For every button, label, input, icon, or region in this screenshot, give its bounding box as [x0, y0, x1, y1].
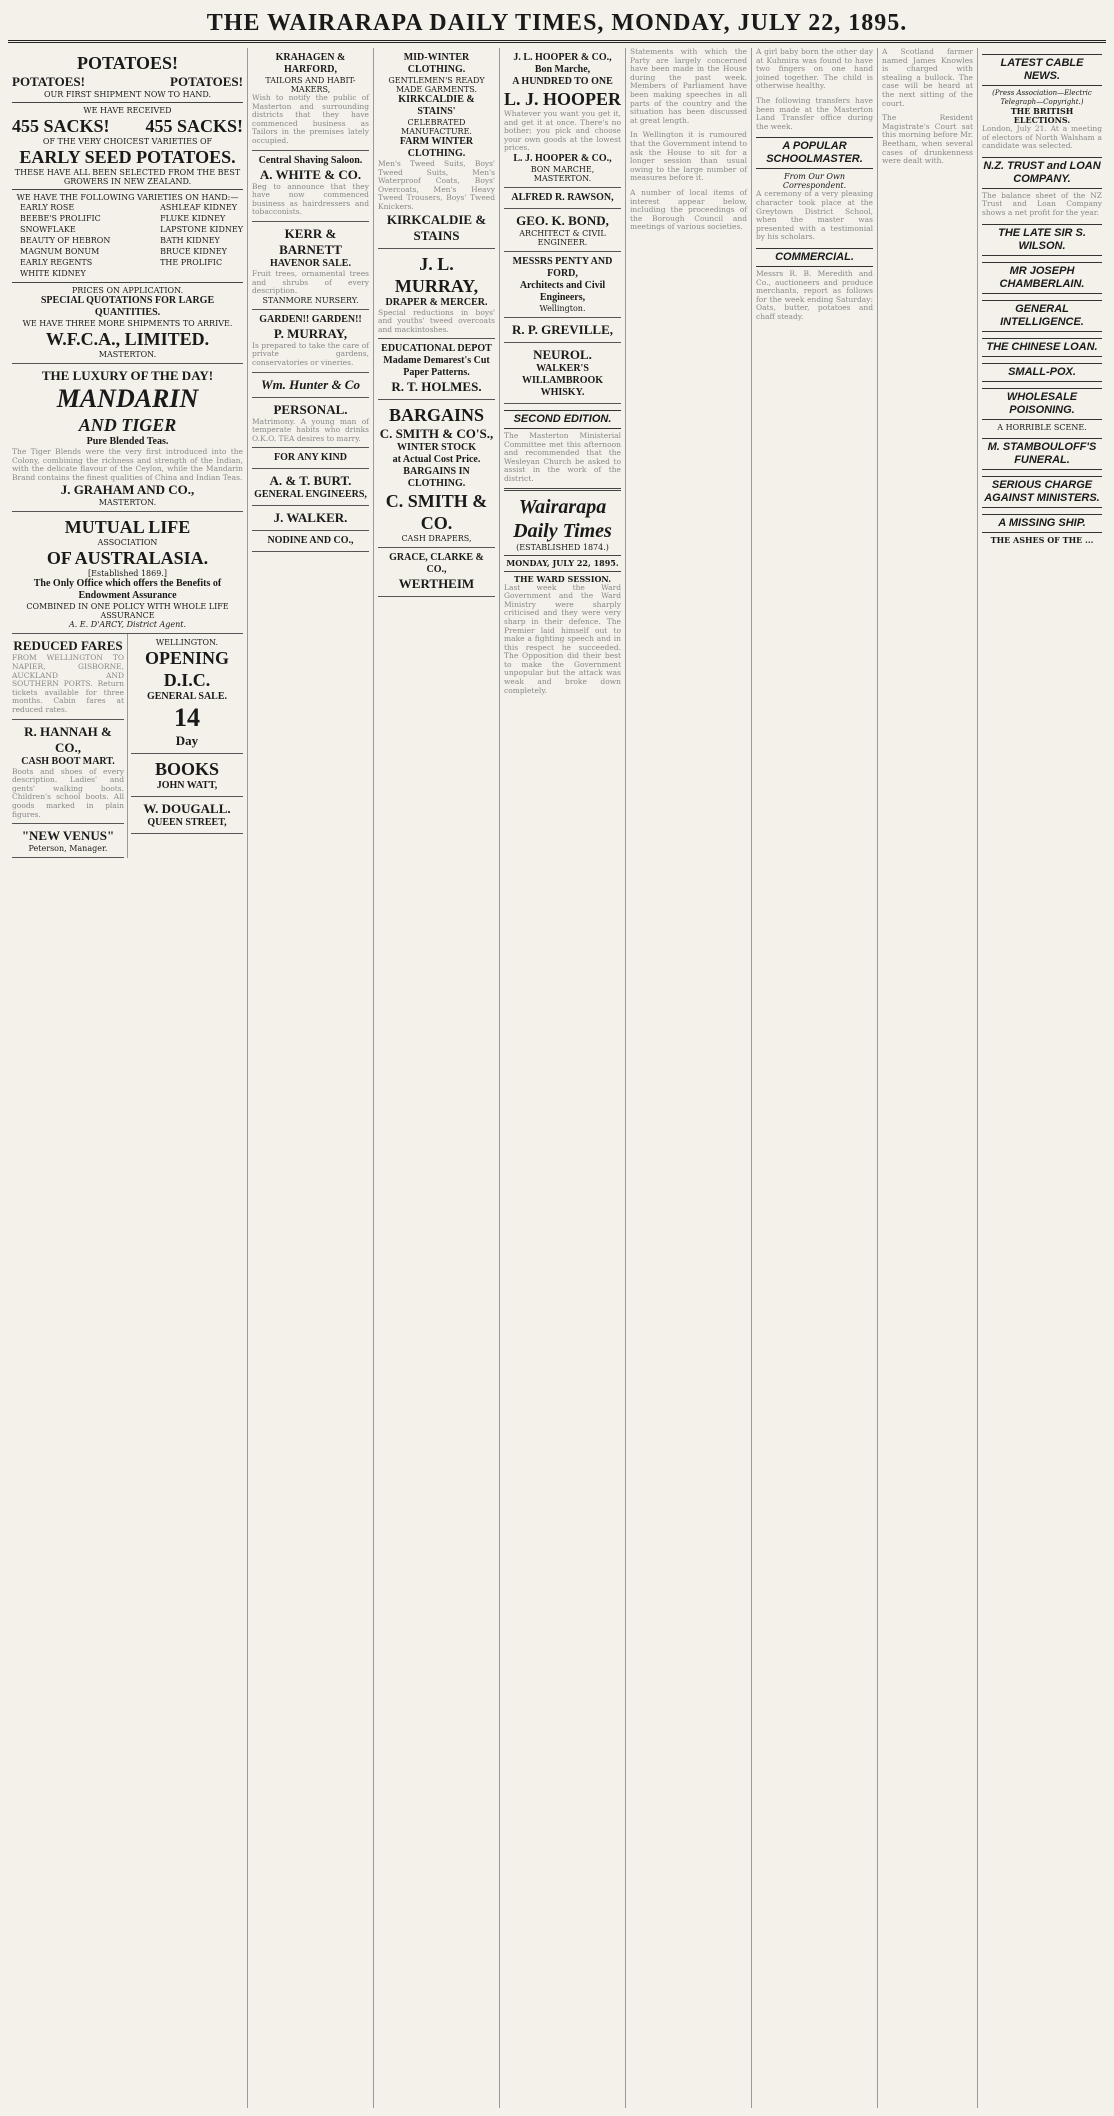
more-shipments: WE HAVE THREE MORE SHIPMENTS TO ARRIVE.: [22, 319, 233, 328]
variety: THE PROLIFIC: [160, 258, 223, 267]
personal-ad: PERSONAL. Matrimony. A young man of temperate habits who drinks O.K.O. TEA desires to marry.: [252, 398, 369, 449]
personal: PERSONAL.: [273, 401, 348, 417]
hannah-ad: R. HANNAH & CO., CASH BOOT MART. Boots and shoes of every description. Ladies' and gents' walking boots. Children's school boots. All goods marked in plain figures.: [12, 720, 124, 825]
agent: A. E. D'ARCY, District Agent.: [68, 620, 187, 630]
potatoes-ad: [12, 48, 243, 364]
mutual-life-ad: [12, 512, 243, 634]
central-saloon: Central Shaving Saloon.: [258, 154, 363, 166]
for-any-kind: FOR ANY KIND: [274, 452, 347, 464]
architects: Architects and Civil Engineers,: [519, 279, 606, 303]
late-wilson: THE LATE SIR S. WILSON.: [982, 224, 1102, 256]
nodine-ad: [252, 531, 369, 552]
prices: PRICES ON APPLICATION.: [71, 286, 184, 295]
kerr-barnett-ad: KERR & BARNETT HAVENOR SALE. Fruit trees, ornamental trees and shrubs of every description. STANMORE NURSERY.: [252, 222, 369, 310]
varieties-right: [152, 202, 243, 279]
latest-cable: LATEST CABLE NEWS.: [982, 54, 1102, 86]
venus-ad: [12, 824, 124, 858]
midwinter-ad: MID-WINTER CLOTHING. GENTLEMEN'S READY MADE GARMENTS. KIRKCALDIE & STAINS' CELEBRATED MANUFACTURE. FARM WINTER CLOTHING. Men's Tweed Suits, Boys' Tweed Suits, Men's Waterproof Coats, Boys' Overcoats, Men's Heavy Tweed Trousers, Boys' Tweed Knickers. KIRKCALDIE & STAINS: [378, 48, 495, 249]
masthead: THE WAIRARAPA DAILY TIMES, MONDAY, JULY 22, 1895.: [8, 6, 1106, 43]
only-office: The Only Office which offers the Benefits of Endowment Assurance: [33, 578, 222, 602]
dougall-ad: [131, 797, 243, 834]
variety: SNOWFLAKE: [20, 225, 76, 234]
hunter: Wm. Hunter & Co: [261, 376, 360, 392]
stanmore: STANMORE NURSERY.: [262, 295, 359, 305]
krahagen-ad: KRAHAGEN & HARFORD, TAILORS AND HABIT-MAKERS, Wish to notify the public of Masterton and surrounding districts that they have commenced business as Tailors in the premises lately occupied.: [252, 48, 369, 151]
wholesale-poisoning: WHOLESALE POISONING.: [982, 388, 1102, 420]
havenor-sale: HAVENOR SALE.: [270, 257, 351, 269]
wertheim: WERTHEIM: [398, 576, 475, 592]
wfca: W.F.C.A., LIMITED.: [45, 329, 210, 349]
john-watt: JOHN WATT,: [156, 780, 218, 792]
reduced-fares-ad: REDUCED FARES FROM WELLINGTON TO NAPIER, GISBORNE, AUCKLAND AND SOUTHERN PORTS. Return tickets available for three months. Cabin fares at reduced rates.: [12, 634, 124, 719]
varieties: [12, 202, 243, 279]
combined: COMBINED IN ONE POLICY WITH WHOLE LIFE ASSURANCE: [26, 602, 229, 621]
educational: EDUCATIONAL DEPOT: [381, 343, 492, 355]
opening: OPENING: [144, 648, 229, 669]
special: SPECIAL QUOTATIONS FOR LARGE QUANTITIES.: [40, 295, 215, 318]
potatoes-right: POTATOES!: [170, 74, 243, 89]
holmes: R. T. HOLMES.: [391, 379, 482, 395]
kirkcaldie: KIRKCALDIE & STAINS': [398, 94, 475, 117]
winter-stock: WINTER STOCK: [396, 442, 476, 454]
educational-ad: [378, 339, 495, 400]
draper: DRAPER & MERCER.: [385, 296, 488, 308]
kirkcaldie-2: KIRKCALDIE & STAINS: [386, 211, 487, 243]
first-shipment: OUR FIRST SHIPMENT NOW TO HAND.: [43, 90, 212, 99]
rawson: ALFRED R. RAWSON,: [511, 191, 614, 203]
variety: LAPSTONE KIDNEY: [160, 225, 243, 234]
british-elections: THE BRITISH ELECTIONS.: [1010, 106, 1074, 125]
farm-winter: FARM WINTER CLOTHING.: [399, 136, 474, 159]
nodine: NODINE AND CO.,: [267, 535, 354, 547]
murray: P. MURRAY,: [273, 325, 348, 341]
dic: D.I.C.: [163, 670, 211, 691]
column-4: J. L. HOOPER & CO., Bon Marche, A HUNDRED TO ONE L. J. HOOPER Whatever you want you get it, and get it at once. There's no bother; you pick and choose your own goods at the lowest prices. L. J. HOOPER & CO., BON MARCHE, MASTERTON. ALFRED R. RAWSON, GEO. K. BOND, ARCHITECT & CIVIL ENGINEER. MESSRS PENTY AND FORD, Architects and Civil Engineers, Wellington. R. P. GREVILLE, NEUROL. WALKER'S WILLAMBROOK WHISKY. SECOND EDITION. The Masterton Ministerial Committee met this afternoon and recommended that the Wesleyan Church be asked to assist in the work of the district. Wairarapa Daily Times (ESTABLISHED 1874.) MONDAY, JULY 22, 1895. THE WARD SESSION. Last week the Ward Government and the Ward Ministry were sharply criticised and they were very sharp in their defence. The Premier laid himself out to make a fighting speech and in this respect he succeeded. The Opposition did their best to make the Government unpopular but the attack was weak and broke down completely.: [500, 48, 626, 2108]
walker: J. WALKER.: [273, 510, 348, 526]
we-have-received: WE HAVE RECEIVED: [83, 106, 172, 115]
architect: ARCHITECT & CIVIL ENGINEER.: [519, 228, 606, 247]
latest-sub: (Press Association—Electric Telegraph—Copyright.): [992, 89, 1092, 106]
wdt-title: Wairarapa Daily Times: [513, 495, 612, 542]
variety: EARLY ROSE: [20, 203, 75, 212]
variety: BRUCE KIDNEY: [160, 247, 227, 256]
variety: ASHLEAF KIDNEY: [160, 203, 238, 212]
established: [Established 1869.]: [88, 569, 167, 579]
books-kind-ad: [252, 448, 369, 469]
bargains-clothing: BARGAINS IN CLOTHING.: [403, 466, 470, 490]
general-intelligence: GENERAL INTELLIGENCE.: [982, 300, 1102, 332]
second-edition: SECOND EDITION.: [504, 410, 621, 429]
variety: BATH KIDNEY: [160, 236, 220, 245]
queen-street: QUEEN STREET,: [147, 817, 227, 829]
cash-drapers: CASH DRAPERS,: [401, 534, 472, 544]
penty: MESSRS PENTY AND FORD,: [512, 255, 613, 279]
reduced: REDUCED FARES: [13, 638, 123, 654]
column-7: A Scotland farmer named James Knowles is charged with stealing a bullock. The case will be heard at the next sitting of the court. The Resident Magistrate's Court sat this morning before Mr. Beetham, when several cases of drunkenness were dealt with.: [878, 48, 978, 2108]
neurol: NEUROL.: [533, 346, 592, 362]
variety: MAGNUM BONUM: [20, 247, 100, 256]
saloon-ad: Central Shaving Saloon. A. WHITE & CO. Beg to announce that they have now commenced business as hairdressers and tobacconists.: [252, 151, 369, 222]
mutual: MUTUAL LIFE: [64, 517, 191, 538]
sacks-row: [12, 115, 243, 137]
chinese-loan: THE CHINESE LOAN.: [982, 338, 1102, 357]
bargains: BARGAINS: [388, 405, 485, 426]
graham: J. GRAHAM AND CO.,: [60, 482, 195, 498]
murray-ad: GARDEN!! GARDEN!! P. MURRAY, Is prepared to take the care of private gardens, conservatories or vineries.: [252, 310, 369, 373]
column-3: [374, 48, 500, 2108]
ward-session: THE WARD SESSION.: [514, 573, 611, 584]
general-eng: GENERAL ENGINEERS,: [254, 489, 367, 501]
tea-ad: THE LUXURY OF THE DAY! MANDARIN AND TIGER Pure Blended Teas. The Tiger Blends were the very first introduced into the Colony, combining the richness and strength of the Indian, with the delicate flavour of the Ceylon, while the Mandarin Brand contains the finest qualities of China and Indian Teas. J. GRAHAM AND CO., MASTERTON.: [12, 364, 243, 512]
association: ASSOCIATION: [97, 538, 158, 548]
own-correspondent: From Our Own Correspondent.: [782, 172, 847, 191]
hannah: R. HANNAH & CO.,: [24, 723, 112, 755]
columns: [8, 48, 1106, 2108]
grace: GRACE, CLARKE & CO.,: [389, 552, 484, 576]
hundred: A HUNDRED TO ONE: [512, 76, 613, 87]
early-seed: EARLY SEED POTATOES.: [19, 147, 236, 167]
horrible-scene: A HORRIBLE SCENE.: [997, 422, 1087, 432]
potatoes-left: POTATOES!: [12, 74, 85, 89]
gentlemen: GENTLEMEN'S READY MADE GARMENTS.: [388, 76, 485, 94]
books: BOOKS: [154, 759, 220, 780]
choicest: OF THE VERY CHOICEST VARIETIES OF: [42, 137, 213, 146]
varieties-left: [12, 202, 110, 279]
potatoes-row: [12, 74, 243, 90]
hooper-top: J. L. HOOPER & CO., Bon Marche,: [513, 52, 612, 75]
burt-ad: [252, 469, 369, 506]
dic-wellington: WELLINGTON.: [155, 638, 219, 648]
books-ad: [131, 754, 243, 797]
wdt-date: MONDAY, JULY 22, 1895.: [506, 557, 619, 568]
pure-teas: Pure Blended Teas.: [86, 436, 169, 447]
white-co: A. WHITE & CO.: [259, 166, 362, 182]
penty-ad: [504, 252, 621, 318]
australasia: OF AUSTRALASIA.: [46, 548, 209, 569]
ashes: THE ASHES OF THE ...: [990, 534, 1094, 545]
krahagen: KRAHAGEN & HARFORD,: [275, 52, 346, 75]
nz-trust: N.Z. TRUST and LOAN COMPANY.: [982, 157, 1102, 189]
bargains-ad: [378, 400, 495, 548]
hooper-co: L. J. HOOPER & CO.,: [513, 152, 612, 164]
mid-winter: MID-WINTER CLOTHING.: [403, 52, 470, 75]
rawson-ad: [504, 188, 621, 209]
neurol-ad: [504, 343, 621, 404]
general-sale: GENERAL SALE.: [146, 691, 228, 703]
wfca-place: MASTERTON.: [98, 350, 157, 359]
hooper-big: L. J. HOOPER: [504, 89, 622, 109]
wdt-est: (ESTABLISHED 1874.): [516, 542, 609, 552]
column-6: A girl baby born the other day at Kuhmira was found to have two fingers on one hand joined together. The child is otherwise healthy. The following transfers have been made at the Masterton Land Transfer office during the week. A POPULAR SCHOOLMASTER. From Our Own Correspondent. A ceremony of a very pleasing character took place at the Greytown District School, when the master was presented with a testimonial by his scholars. COMMERCIAL. Messrs R. B. Meredith and Co., auctioneers and produce merchants, report as follows for the week ending Saturday: Oats, butter, potatoes and chaff steady.: [752, 48, 878, 2108]
day: Day: [175, 733, 199, 749]
dougall: W. DOUGALL.: [143, 801, 231, 817]
hooper-place: BON MARCHE, MASTERTON.: [530, 164, 595, 183]
dic-ad: [131, 634, 243, 754]
luxury: THE LUXURY OF THE DAY!: [41, 368, 214, 383]
variety: EARLY REGENTS: [20, 258, 93, 267]
geo-bond: GEO. K. BOND,: [516, 212, 609, 228]
commercial: COMMERCIAL.: [756, 248, 873, 267]
walker-whisky: WALKER'S WILLAMBROOK WHISKY.: [521, 362, 604, 398]
missing-ship: A MISSING SHIP.: [982, 514, 1102, 533]
jl-murray: J. L. MURRAY,: [394, 253, 479, 296]
sacks-right: 455 SACKS!: [145, 116, 243, 136]
potatoes-title: POTATOES!: [76, 53, 179, 73]
serious-charge: SERIOUS CHARGE AGAINST MINISTERS.: [982, 476, 1102, 508]
kerr-barnett: KERR & BARNETT: [279, 225, 342, 257]
new-venus: "NEW VENUS": [21, 828, 115, 844]
sacks-left: 455 SACKS!: [12, 116, 110, 136]
column-1: [8, 48, 248, 2108]
csmith-co: C. SMITH & CO.: [385, 491, 488, 534]
peterson: Peterson, Manager.: [28, 844, 108, 854]
graham-place: MASTERTON.: [98, 498, 157, 508]
column-5: Statements with which the Party are largely concerned have been made in the House during the past week. Members of Parliament have been making speeches in all parts of the country and the situation has been discussed at great length. In Wellington it is rumoured that the Government intend to ask the House to sit for a longer session than usual owing to the large number of measures before it. A number of local items of interest appear below, including the proceedings of the Borough Council and meetings of various societies.: [626, 48, 752, 2108]
actual: at Actual Cost Price.: [392, 454, 481, 466]
small-pox: SMALL-POX.: [982, 363, 1102, 382]
bond-ad: [504, 209, 621, 252]
hooper-ad: J. L. HOOPER & CO., Bon Marche, A HUNDRED TO ONE L. J. HOOPER Whatever you want you get it, and get it at once. There's no bother; you pick and choose your own goods at the lowest prices. L. J. HOOPER & CO., BON MARCHE, MASTERTON.: [504, 48, 621, 188]
following: WE HAVE THE FOLLOWING VARIETIES ON HAND:—: [16, 193, 239, 202]
madame: Madame Demarest's Cut Paper Patterns.: [383, 355, 490, 379]
variety: FLUKE KIDNEY: [160, 214, 226, 223]
burt: A. & T. BURT.: [269, 473, 352, 489]
tailors: TAILORS AND HABIT-MAKERS,: [265, 76, 356, 94]
penty-place: Wellington.: [539, 303, 586, 313]
cash-boot: CASH BOOT MART.: [21, 755, 115, 767]
and-tiger: AND TIGER: [78, 415, 177, 435]
grace-ad: [378, 548, 495, 597]
jl-murray-ad: J. L. MURRAY, DRAPER & MERCER. Special reductions in boys' and youths' tweed overcoats and mackintoshes.: [378, 249, 495, 340]
variety: BEAUTY OF HEBRON: [20, 236, 111, 245]
csmith: C. SMITH & CO'S.,: [379, 426, 494, 442]
chamberlain: MR JOSEPH CHAMBERLAIN.: [982, 262, 1102, 294]
greville: R. P. GREVILLE,: [511, 321, 614, 337]
fourteen: 14: [174, 703, 200, 733]
column-2: [248, 48, 374, 2108]
hunter-ad: [252, 373, 369, 398]
variety: WHITE KIDNEY: [20, 269, 86, 278]
column-8: LATEST CABLE NEWS. (Press Association—Electric Telegraph—Copyright.) THE BRITISH ELECTIONS. London, July 21. At a meeting of electors of North Walsham a candidate was selected. N.Z. TRUST and LOAN COMPANY. The balance sheet of the NZ Trust and Loan Company shows a net profit for the year. THE LATE SIR S. WILSON. MR JOSEPH CHAMBERLAIN. GENERAL INTELLIGENCE. THE CHINESE LOAN. SMALL-POX. WHOLESALE POISONING. A HORRIBLE SCENE. M. STAMBOULOFF'S FUNERAL. SERIOUS CHARGE AGAINST MINISTERS. A MISSING SHIP. THE ASHES OF THE ...: [978, 48, 1106, 2108]
celebrated: CELEBRATED MANUFACTURE.: [401, 118, 472, 136]
walker-ad: [252, 506, 369, 531]
garden: GARDEN!! GARDEN!!: [259, 313, 362, 325]
variety: BEEBE'S PROLIFIC: [20, 214, 101, 223]
mandarin: MANDARIN: [56, 384, 199, 413]
greville-ad: [504, 318, 621, 343]
popular-schoolmaster: A POPULAR SCHOOLMASTER.: [756, 137, 873, 169]
selected: THESE HAVE ALL BEEN SELECTED FROM THE BEST GROWERS IN NEW ZEALAND.: [14, 168, 241, 186]
stambouloff: M. STAMBOULOFF'S FUNERAL.: [982, 438, 1102, 470]
